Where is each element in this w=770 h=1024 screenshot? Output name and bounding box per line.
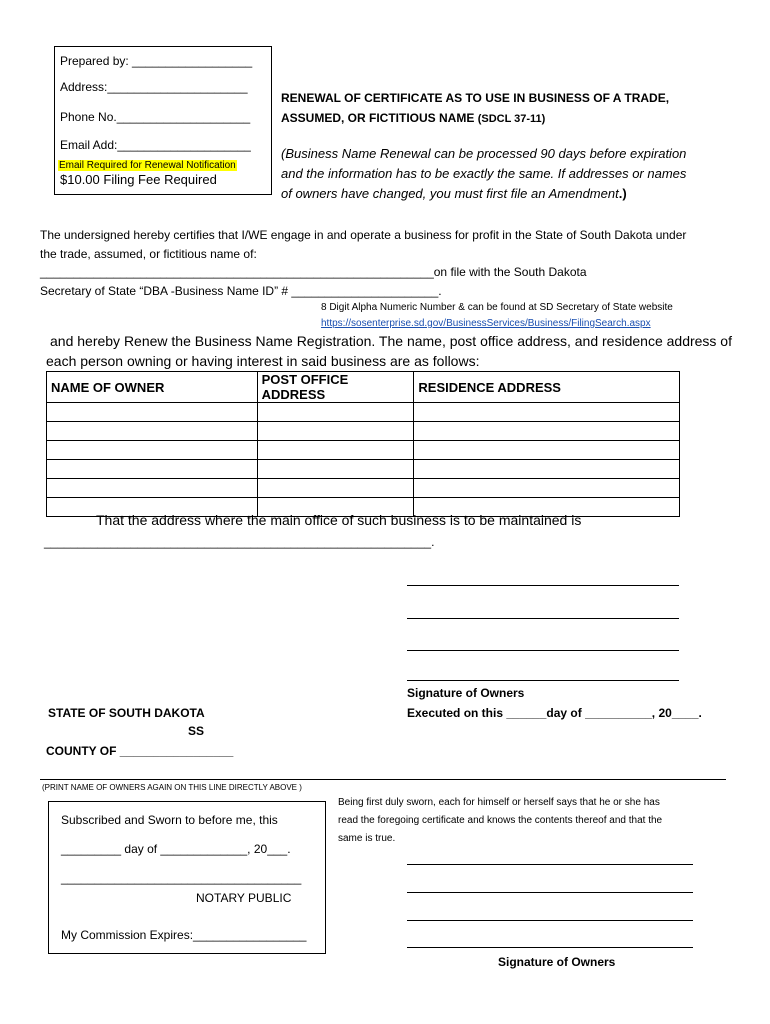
owner-residence-cell[interactable]: [414, 403, 680, 422]
owner-po-cell[interactable]: [257, 441, 414, 460]
owner-signature-line[interactable]: [407, 650, 679, 651]
phone-field[interactable]: Phone No.____________________: [60, 110, 251, 124]
certify-line2: the trade, assumed, or fictitious name of:: [40, 247, 257, 261]
email-required-note: Email Required for Renewal Notification: [59, 160, 236, 171]
table-row: [47, 441, 680, 460]
owners-table-header: [47, 372, 680, 403]
column-header-po-address: POST OFFICE ADDRESS: [257, 372, 414, 403]
table-row: [47, 403, 680, 422]
notary-date-line[interactable]: _________ day of _____________, 20___.: [61, 842, 291, 856]
owner-signature-line[interactable]: [407, 947, 693, 948]
owner-signature-line[interactable]: [407, 892, 693, 893]
column-header-name: NAME OF OWNER: [47, 372, 258, 403]
oath-line1: Being first duly sworn, each for himself or herself says that he or she has: [338, 797, 660, 808]
business-id-note: 8 Digit Alpha Numeric Number & can be found at SD Secretary of State website: [321, 302, 673, 313]
owner-po-cell[interactable]: [257, 403, 414, 422]
main-office-line1: That the address where the main office of such business is to be maintained is: [96, 512, 582, 528]
column-header-residence: RESIDENCE ADDRESS: [414, 372, 680, 403]
table-row: [47, 479, 680, 498]
owner-residence-cell[interactable]: [414, 460, 680, 479]
form-title-line2: ASSUMED, OR FICTITIOUS NAME (SDCL 37-11): [281, 111, 546, 125]
form-title-line1: RENEWAL OF CERTIFICATE AS TO USE IN BUSINESS OF A TRADE,: [281, 91, 670, 105]
oath-line2: read the foregoing certificate and knows the contents thereof and that the: [338, 815, 663, 826]
owner-po-cell[interactable]: [257, 479, 414, 498]
table-row: [47, 460, 680, 479]
renew-line2: each person owning or having interest in said business are as follows:: [46, 353, 480, 369]
notary-signature-line[interactable]: ____________________________________: [61, 871, 302, 885]
email-field[interactable]: Email Add:____________________: [60, 138, 251, 152]
main-office-address-line[interactable]: __________________________________________________________.: [44, 535, 435, 549]
certify-line1: The undersigned hereby certifies that I/WE engage in and operate a business for profit in the State of South Dakota under: [40, 228, 687, 242]
signature-of-owners-label: Signature of Owners: [498, 955, 616, 969]
prepared-by-field[interactable]: Prepared by: __________________: [60, 54, 253, 68]
executed-on-line[interactable]: Executed on this ______day of __________, 20____.: [407, 706, 702, 720]
owner-signature-line[interactable]: [407, 920, 693, 921]
table-row: [47, 422, 680, 441]
filing-search-link[interactable]: https://sosenterprise.sd.gov/BusinessServices/Business/FilingSearch.aspx: [321, 318, 651, 329]
business-id-line[interactable]: Secretary of State “DBA -Business Name ID” # ______________________.: [40, 284, 442, 298]
owner-signature-line[interactable]: [407, 618, 679, 619]
owner-po-cell[interactable]: [257, 460, 414, 479]
address-field[interactable]: Address:_____________________: [60, 80, 248, 94]
renewal-note-line2: and the information has to be exactly the same. If addresses or names: [281, 166, 687, 181]
renewal-note-line1: (Business Name Renewal can be processed 90 days before expiration: [281, 146, 687, 161]
owner-name-cell[interactable]: [47, 460, 258, 479]
owner-name-cell[interactable]: [47, 403, 258, 422]
owner-signature-line[interactable]: [407, 864, 693, 865]
owner-name-cell[interactable]: [47, 422, 258, 441]
filing-fee: $10.00 Filing Fee Required: [60, 172, 217, 187]
print-names-note: (PRINT NAME OF OWNERS AGAIN ON THIS LINE DIRECTLY ABOVE ): [42, 783, 302, 792]
owner-signature-line[interactable]: [407, 680, 679, 681]
state-label: STATE OF SOUTH DAKOTA: [48, 706, 205, 720]
owner-residence-cell[interactable]: [414, 422, 680, 441]
renewal-note-line3: of owners have changed, you must first file an Amendment.): [281, 186, 627, 201]
signature-of-owners-label: Signature of Owners: [407, 686, 525, 700]
business-name-line[interactable]: ___________________________________________________________on file with the South Dakota: [40, 265, 587, 279]
owner-po-cell[interactable]: [257, 422, 414, 441]
oath-line3: same is true.: [338, 833, 396, 844]
ss-label: SS: [188, 724, 205, 738]
print-names-line[interactable]: [40, 779, 726, 780]
county-field[interactable]: COUNTY OF _________________: [46, 744, 234, 758]
owner-name-cell[interactable]: [47, 441, 258, 460]
owner-residence-cell[interactable]: [414, 479, 680, 498]
notary-public-label: NOTARY PUBLIC: [196, 891, 292, 905]
owner-residence-cell[interactable]: [414, 441, 680, 460]
subscribed-sworn-text: Subscribed and Sworn to before me, this: [61, 813, 278, 827]
commission-expires-field[interactable]: My Commission Expires:_________________: [61, 928, 307, 942]
owner-name-cell[interactable]: [47, 479, 258, 498]
renew-line1: and hereby Renew the Business Name Registration. The name, post office address, and residence address of: [50, 333, 732, 349]
owners-table: [46, 371, 680, 517]
owner-signature-line[interactable]: [407, 585, 679, 586]
